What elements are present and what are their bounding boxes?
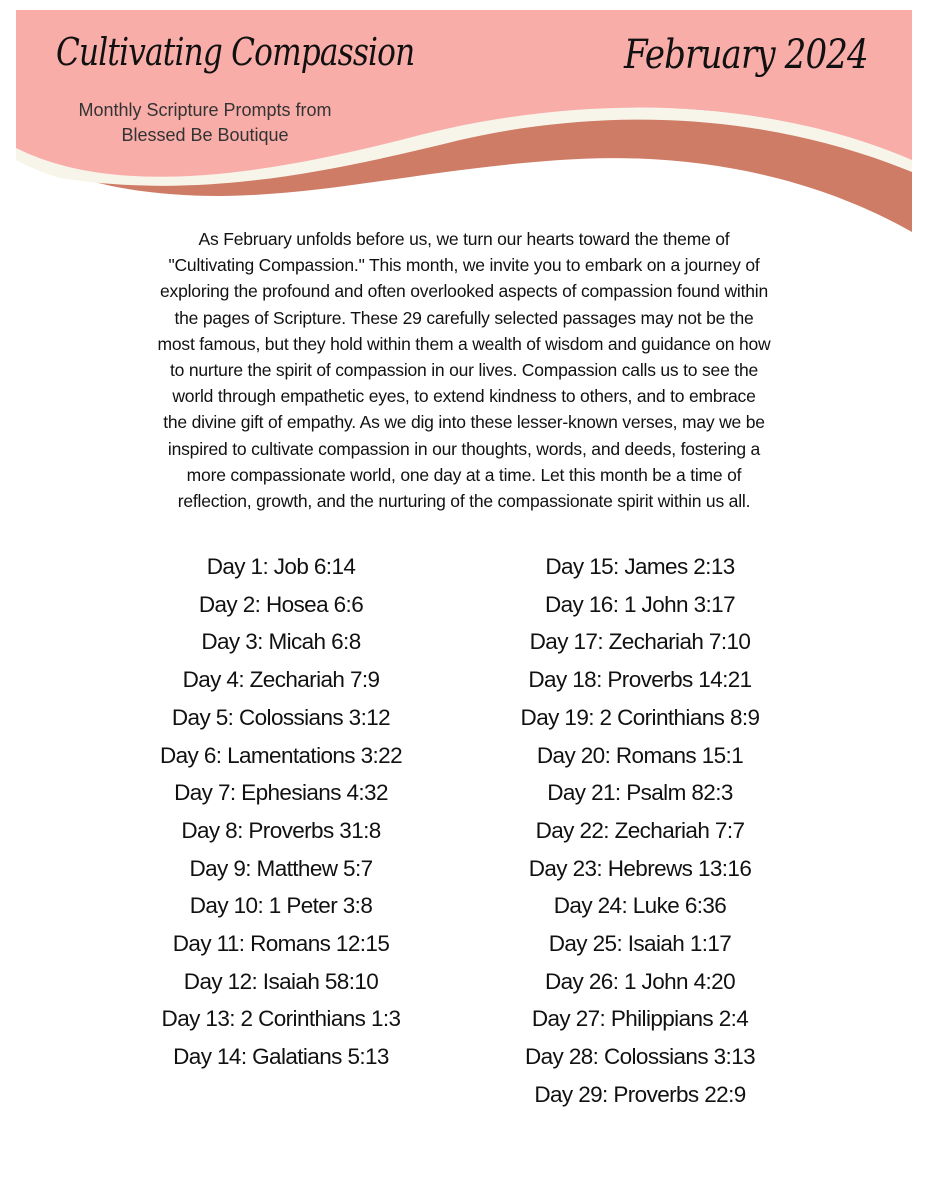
intro-line: world through empathetic eyes, to extend kindness to others, and to embrace bbox=[172, 386, 756, 407]
scripture-list-item: Day 29: Proverbs 22:9 bbox=[534, 1081, 746, 1107]
scripture-list-item: Day 27: Philippians 2:4 bbox=[531, 1006, 749, 1032]
scripture-list-item: Day 24: Luke 6:36 bbox=[553, 893, 727, 919]
scripture-list-item: Day 7: Ephesians 4:32 bbox=[174, 780, 388, 806]
scripture-list-item: Day 18: Proverbs 14:21 bbox=[528, 667, 752, 693]
scripture-list-item: Day 3: Micah 6:8 bbox=[201, 629, 361, 655]
scripture-list-item: Day 20: Romans 15:1 bbox=[536, 742, 744, 768]
scripture-list-item: Day 21: Psalm 82:3 bbox=[547, 780, 733, 806]
scripture-list-item: Day 6: Lamentations 3:22 bbox=[159, 742, 402, 768]
scripture-list-item: Day 2: Hosea 6:6 bbox=[198, 591, 364, 617]
scripture-list-item: Day 14: Galatians 5:13 bbox=[173, 1044, 389, 1070]
scripture-list-item: Day 8: Proverbs 31:8 bbox=[181, 817, 381, 843]
intro-paragraph bbox=[60, 226, 868, 514]
intro-line: the pages of Scripture. These 29 carefully selected passages may not be the bbox=[174, 307, 754, 328]
scripture-list-item: Day 25: Isaiah 1:17 bbox=[548, 931, 732, 957]
scripture-list-left bbox=[131, 548, 431, 1076]
subtitle-line: Monthly Scripture Prompts from bbox=[78, 100, 332, 120]
header-title: Cultivating Compassion bbox=[56, 30, 415, 74]
intro-line: most famous, but they hold within them a wealth of wisdom and guidance on how bbox=[157, 333, 771, 354]
intro-line: "Cultivating Compassion." This month, we invite you to embark on a journey of bbox=[168, 255, 760, 276]
intro-line: the divine gift of empathy. As we dig into these lesser-known verses, may we be bbox=[163, 412, 765, 433]
scripture-list-item: Day 12: Isaiah 58:10 bbox=[183, 968, 379, 994]
intro-line: exploring the profound and often overlooked aspects of compassion found within bbox=[159, 281, 768, 302]
scripture-list-item: Day 22: Zechariah 7:7 bbox=[535, 817, 745, 843]
header-date: February 2024 bbox=[624, 32, 868, 78]
scripture-list-item: Day 16: 1 John 3:17 bbox=[545, 591, 735, 617]
header-banner bbox=[0, 0, 928, 240]
scripture-list-item: Day 5: Colossians 3:12 bbox=[171, 704, 391, 730]
scripture-list-item: Day 19: 2 Corinthians 8:9 bbox=[520, 704, 760, 730]
scripture-list-right bbox=[490, 548, 790, 1114]
intro-line: As February unfolds before us, we turn our hearts toward the theme of bbox=[198, 229, 730, 249]
subtitle-line: Blessed Be Boutique bbox=[121, 125, 289, 145]
header-subtitle bbox=[50, 98, 360, 148]
scripture-list-item: Day 11: Romans 12:15 bbox=[172, 931, 390, 957]
scripture-list-item: Day 1: Job 6:14 bbox=[206, 554, 356, 579]
scripture-list-item: Day 23: Hebrews 13:16 bbox=[528, 855, 752, 881]
scripture-list-item: Day 4: Zechariah 7:9 bbox=[182, 667, 380, 693]
intro-line: reflection, growth, and the nurturing of the compassionate spirit within us all. bbox=[177, 491, 751, 512]
intro-line: inspired to cultivate compassion in our thoughts, words, and deeds, fostering a bbox=[167, 438, 761, 459]
scripture-list-item: Day 17: Zechariah 7:10 bbox=[529, 629, 751, 655]
scripture-list-item: Day 15: James 2:13 bbox=[545, 554, 735, 579]
intro-line: more compassionate world, one day at a time. Let this month be a time of bbox=[186, 464, 742, 485]
scripture-list-item: Day 9: Matthew 5:7 bbox=[189, 855, 373, 881]
intro-line: to nurture the spirit of compassion in our lives. Compassion calls us to see the bbox=[169, 360, 759, 381]
scripture-list-item: Day 10: 1 Peter 3:8 bbox=[189, 893, 373, 919]
scripture-list-item: Day 26: 1 John 4:20 bbox=[545, 968, 735, 994]
scripture-list-item: Day 28: Colossians 3:13 bbox=[524, 1044, 756, 1070]
scripture-list-item: Day 13: 2 Corinthians 1:3 bbox=[161, 1006, 401, 1032]
